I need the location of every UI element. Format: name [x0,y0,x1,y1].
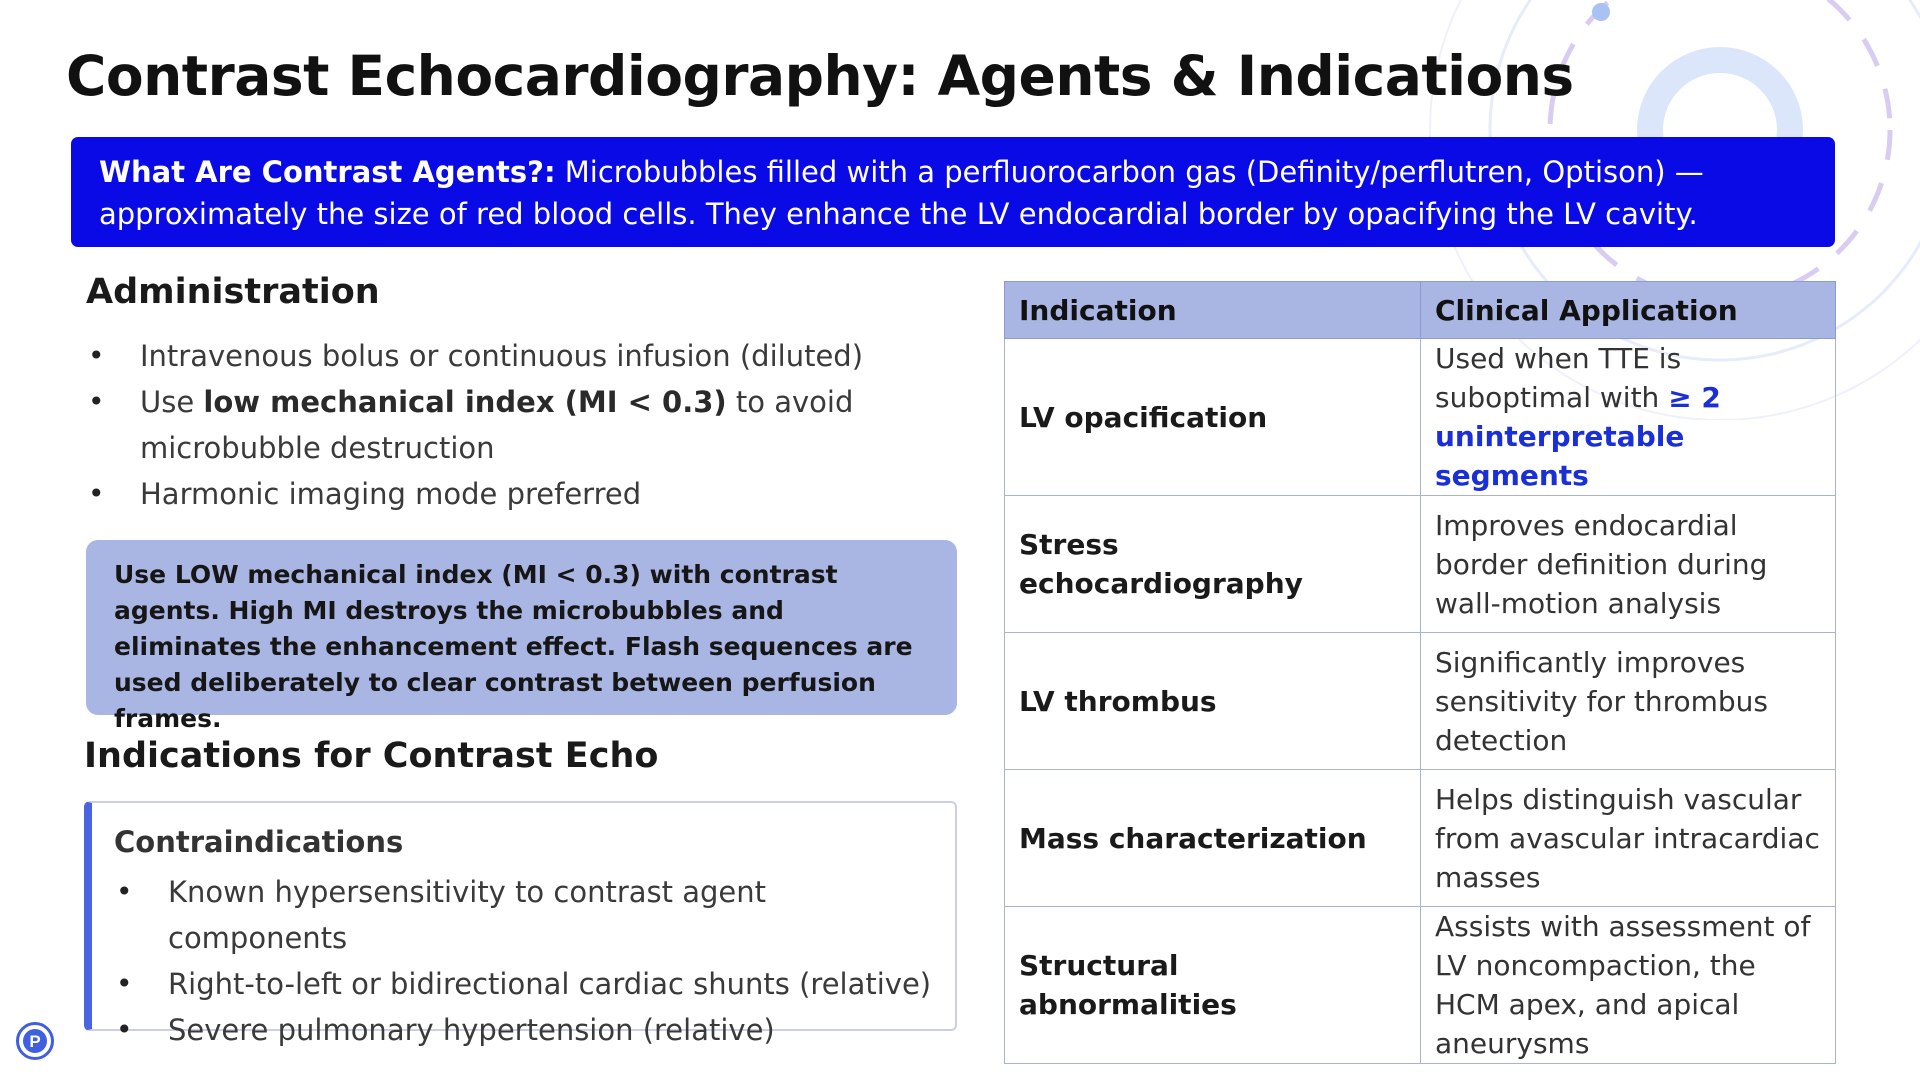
table-row [1005,339,1836,496]
list-item [114,1007,933,1053]
banner-label: What Are Contrast Agents?: [99,155,556,189]
list-item [86,379,966,471]
list-item [114,869,933,961]
mechanical-index-callout: Use LOW mechanical index (MI < 0.3) with contrast agents. High MI destroys the microbubbles and eliminates the enhancement effect. Flash sequences are used deliberately to clear contrast between perfusion frames. [86,540,957,715]
table-row [1005,907,1836,1064]
list-item-emphasis: low mechanical index (MI < 0.3) [203,385,727,419]
application-cell: Assists with assessment of LV noncompaction, the HCM apex, and apical aneurysms [1421,907,1836,1064]
table-row [1005,770,1836,907]
indication-cell: Mass characterization [1005,770,1421,907]
contraindications-title: Contraindications [114,825,404,859]
table-row [1005,496,1836,633]
application-text: Used when TTE is suboptimal with [1435,342,1682,414]
column-header-indication: Indication [1005,282,1421,339]
list-item-text: Right-to-left or bidirectional cardiac shunts (relative) [168,967,932,1001]
application-highlight: ≥ 2 uninterpretable segments [1435,381,1721,492]
indication-cell: Structural abnormalities [1005,907,1421,1064]
list-item-text-pre: Use [140,385,204,419]
table-header-row [1005,282,1836,339]
list-item-text-post: to avoid microbubble destruction [140,385,854,465]
indication-cell: LV opacification [1005,339,1421,496]
contraindications-list [114,869,933,1053]
bullet-icon: • [116,1013,133,1046]
application-cell: Significantly improves sensitivity for thrombus detection [1421,633,1836,770]
administration-list [86,333,966,517]
bullet-icon: • [116,967,133,1000]
banner-text: Microbubbles filled with a perfluorocarbon gas (Definity/perflutren, Optison) — approximately the size of red blood cells. They enhance the LV endocardial border by opacifying the LV cavity. [99,155,1704,231]
application-cell [1421,339,1836,496]
table-row [1005,633,1836,770]
list-item-text: Intravenous bolus or continuous infusion (diluted) [140,339,864,373]
contraindications-box [84,801,957,1047]
list-item-text: Known hypersensitivity to contrast agent components [168,875,766,955]
list-item [114,961,933,1007]
list-item-text: Severe pulmonary hypertension (relative) [168,1013,775,1047]
bullet-icon: • [116,875,133,908]
bullet-icon: • [88,477,105,510]
indications-table [1004,281,1836,1064]
logo-mark-icon [22,1028,48,1054]
administration-heading: Administration [86,272,380,312]
logo-letter: P [29,1032,41,1051]
list-item-text: Harmonic imaging mode preferred [140,477,642,511]
column-header-clinical-application: Clinical Application [1421,282,1836,339]
application-cell: Helps distinguish vascular from avascular intracardiac masses [1421,770,1836,907]
brand-logo-icon [16,1022,54,1060]
bullet-icon: • [88,339,105,372]
definition-banner [71,137,1835,247]
list-item [86,333,966,379]
list-item [86,471,966,517]
indication-cell: Stress echocardiography [1005,496,1421,633]
application-cell: Improves endocardial border definition during wall-motion analysis [1421,496,1836,633]
indications-heading: Indications for Contrast Echo [84,736,659,776]
indication-cell: LV thrombus [1005,633,1421,770]
page-title: Contrast Echocardiography: Agents & Indications [66,44,1574,108]
bullet-icon: • [88,385,105,418]
